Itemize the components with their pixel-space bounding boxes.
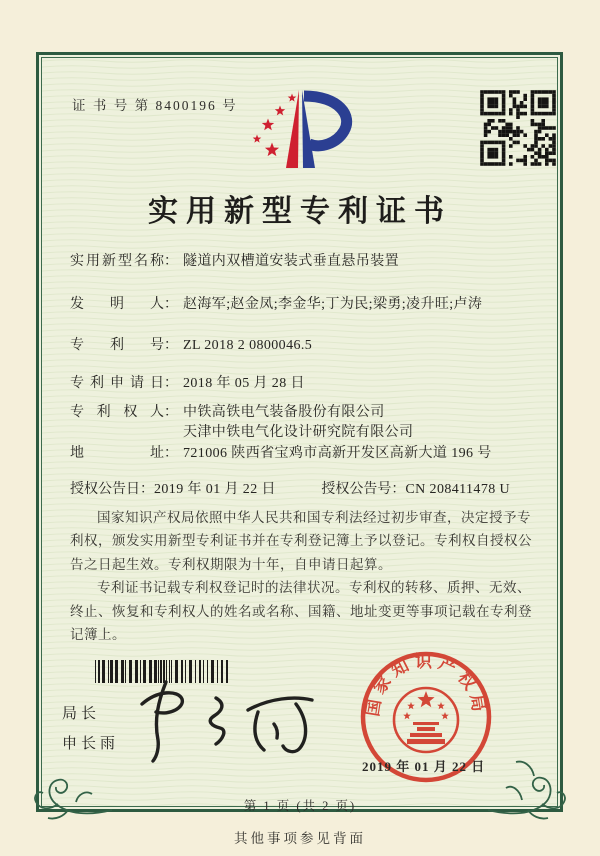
field-label: 地址 xyxy=(70,446,164,461)
qr-code xyxy=(478,88,558,173)
legal-paragraph-2: 专利证书记载专利权登记时的法律状况。专利权的转移、质押、无效、终止、恢复和专利权人的姓名或名称、国籍、地址变更等事项记载在专利登记簿上。 xyxy=(70,580,532,643)
legal-paragraph-1: 国家知识产权局依照中华人民共和国专利法经过初步审查，决定授予专利权，颁发实用新型专利证书并在专利登记簿上予以登记。专利权自授权公告之日起生效。专利权期限为十年，自申请日起算。 xyxy=(70,510,532,572)
grant-date-value: 2019 年 01 月 22 日 xyxy=(154,482,276,497)
field-row-patentee xyxy=(70,403,544,443)
qr-code-icon xyxy=(478,88,558,168)
cnipa-logo-icon xyxy=(237,84,365,174)
field-value: ZL 2018 2 0800046.5 xyxy=(183,338,313,353)
signature-icon xyxy=(128,668,323,768)
national-emblem xyxy=(394,688,458,752)
officer-name: 申长雨 xyxy=(62,736,120,752)
grant-number-value: CN 208411478 U xyxy=(405,482,511,497)
field-row-address xyxy=(70,444,544,464)
certificate-number: 证 书 号 第 8400196 号 xyxy=(72,98,238,113)
page-number: 第 1 页 (共 2 页) xyxy=(243,799,357,813)
field-colon: ： xyxy=(164,297,178,312)
field-row-name xyxy=(70,252,544,272)
field-colon: ： xyxy=(164,405,178,420)
field-value: 721006 陕西省宝鸡市高新开发区高新大道 196 号 xyxy=(183,446,492,461)
field-label: 专利号 xyxy=(70,338,164,353)
field-label: 专利申请日 xyxy=(70,376,164,391)
officer-title: 局长 xyxy=(62,706,101,722)
corner-flourish-right-icon xyxy=(486,750,572,822)
field-row-filing-date xyxy=(70,374,544,394)
field-label: 实用新型名称 xyxy=(70,254,164,269)
field-row-grant xyxy=(70,480,544,500)
field-row-inventors xyxy=(70,295,544,315)
grant-date-label: 授权公告日： xyxy=(70,482,154,497)
field-label: 发明人 xyxy=(70,297,164,312)
patentee-line-1: 中铁高铁电气装备股份有限公司 xyxy=(183,405,385,420)
field-value: 赵海军;赵金凤;李金华;丁为民;梁勇;凌升旺;卢涛 xyxy=(183,297,483,312)
grant-number-group xyxy=(321,480,510,500)
grant-number-label: 授权公告号： xyxy=(321,482,406,497)
patentee-line-2: 天津中铁电气化设计研究院有限公司 xyxy=(183,425,414,440)
field-value xyxy=(183,403,413,443)
svg-text:国家知识产权局 xyxy=(363,652,489,718)
field-value: 2018 年 05 月 28 日 xyxy=(183,376,305,391)
cnipa-logo xyxy=(237,84,365,179)
field-colon: ： xyxy=(164,376,178,391)
field-row-patent-number xyxy=(70,336,544,356)
field-colon: ： xyxy=(164,446,178,461)
grant-date-group xyxy=(70,480,276,500)
legal-text xyxy=(70,506,544,647)
page-title: 实用新型专利证书 xyxy=(148,195,452,228)
field-label: 专利权人 xyxy=(70,405,164,420)
field-colon: ： xyxy=(164,338,178,353)
seal-date: 2019 年 01 月 22 日 xyxy=(362,759,486,774)
seal-text: 国家知识产权局 xyxy=(363,651,489,718)
back-note: 其他事项参见背面 xyxy=(234,831,366,846)
handwritten-signature xyxy=(128,668,323,773)
corner-flourish-left-icon xyxy=(28,758,114,822)
field-colon: ： xyxy=(164,254,178,269)
field-value: 隧道内双槽道安装式垂直悬吊装置 xyxy=(183,254,399,269)
